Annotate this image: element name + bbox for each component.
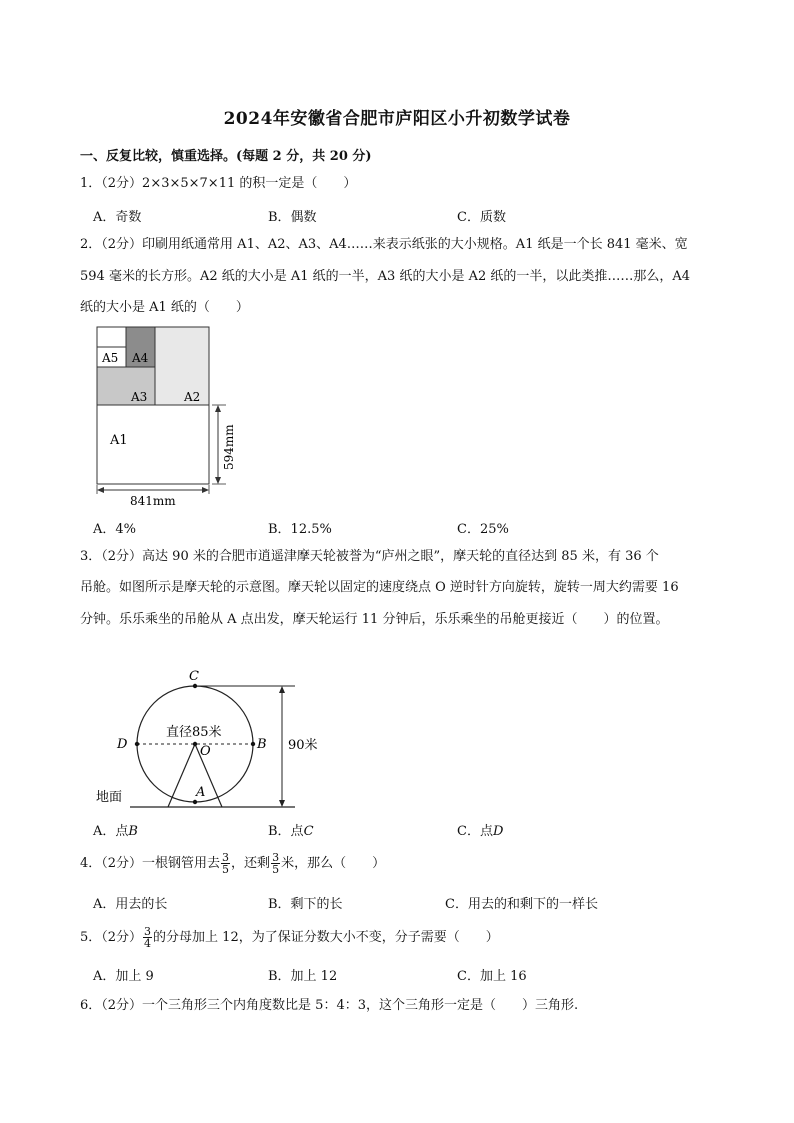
a2-region	[155, 327, 209, 405]
label-a3: A3	[131, 390, 148, 404]
q5-prefix: 5．（2分）	[80, 930, 143, 945]
question-2-line-2: 594 毫米的长方形。A2 纸的大小是 A1 纸的一半，A3 纸的大小是 A2 纸的一半，以此类推……那么，A4	[80, 269, 691, 284]
question-3-option-b[interactable]	[268, 820, 314, 839]
question-4-stem	[80, 852, 385, 875]
label-o: O	[200, 744, 211, 759]
question-6-stem: 6．（2分）一个三角形三个内角度数比是 5：4：3，这个三角形一定是（ ）三角形.	[80, 998, 579, 1013]
fraction-three-quarters: $\frac{3}{4}$	[144, 925, 152, 950]
label-a2: A2	[184, 390, 201, 404]
page-title: 2024年安徽省合肥市庐阳区小升初数学试卷	[223, 109, 571, 129]
question-1-option-a[interactable]: A．奇数	[93, 210, 142, 225]
option-point: B	[128, 824, 138, 839]
a6-region	[97, 327, 126, 347]
question-4-option-c[interactable]: C．用去的和剩下的一样长	[445, 897, 598, 912]
question-2-option-a[interactable]: A．4%	[93, 522, 137, 537]
option-prefix: B．点	[268, 824, 304, 839]
height-label: 594mm	[222, 424, 236, 470]
point-a-dot	[193, 800, 197, 804]
point-d-dot	[135, 742, 139, 746]
label-c: C	[189, 669, 199, 684]
ground-label: 地面	[96, 790, 123, 805]
option-point: D	[492, 824, 504, 839]
paper-size-diagram	[90, 322, 250, 512]
support-left	[168, 744, 195, 807]
option-prefix: A．点	[93, 824, 129, 839]
ferris-wheel-diagram	[90, 660, 340, 815]
question-5-stem	[80, 926, 499, 949]
question-3-line-3: 分钟。乐乐乘坐的吊舱从 A 点出发，摩天轮运行 11 分钟后，乐乐乘坐的吊舱更接近（ ）的位置。	[80, 612, 669, 627]
question-2-line-1: 2．（2分）印刷用纸通常用 A1、A2、A3、A4……来表示纸张的大小规格。A1 纸是一个长 841 毫米、宽	[80, 237, 688, 252]
option-point: C	[303, 824, 314, 839]
label-a1: A1	[110, 433, 128, 448]
question-2-line-3: 纸的大小是 A1 纸的（ ）	[80, 300, 249, 315]
option-prefix: C．点	[457, 824, 493, 839]
point-b-dot	[251, 742, 255, 746]
label-d: D	[117, 737, 128, 752]
q4-suffix: 米，那么（ ）	[281, 856, 386, 871]
question-5-option-b[interactable]: B．加上 12	[268, 969, 338, 984]
question-3-line-1: 3．（2分）高达 90 米的合肥市逍遥津摩天轮被誉为“庐州之眼”，摩天轮的直径达到 85 米，有 36 个	[80, 549, 659, 564]
label-a: A	[196, 785, 206, 800]
question-5-option-c[interactable]: C．加上 16	[457, 969, 527, 984]
question-1-option-c[interactable]: C．质数	[457, 210, 506, 225]
diameter-label: 直径85米	[166, 725, 222, 740]
question-4-option-a[interactable]: A．用去的长	[93, 897, 168, 912]
question-2-option-b[interactable]: B．12.5%	[268, 522, 332, 537]
q4-prefix: 4．（2分）一根钢管用去	[80, 856, 221, 871]
question-3-line-2: 吊舱。如图所示是摩天轮的示意图。摩天轮以固定的速度绕点 O 逆时针方向旋转，旋转一周大约需要 16	[80, 580, 679, 595]
question-5-option-a[interactable]: A．加上 9	[93, 969, 154, 984]
section-heading: 一、反复比较，慎重选择。(每题 2 分，共 20 分)	[80, 149, 372, 164]
question-4-option-b[interactable]: B．剩下的长	[268, 897, 343, 912]
question-1-stem: 1．（2分）2×3×5×7×11 的积一定是（ ）	[80, 176, 357, 191]
label-a4: A4	[132, 351, 149, 365]
q4-middle: ，还剩	[231, 856, 271, 871]
fraction-three-fifths-meters: $\frac{3}{5}$	[272, 851, 280, 876]
question-2-option-c[interactable]: C．25%	[457, 522, 509, 537]
q5-suffix: 的分母加上 12，为了保证分数大小不变，分子需要（ ）	[153, 930, 499, 945]
label-a5: A5	[102, 351, 119, 365]
point-o-dot	[193, 742, 197, 746]
width-label: 841mm	[130, 494, 176, 508]
question-1-option-b[interactable]: B．偶数	[268, 210, 317, 225]
point-c-dot	[193, 684, 197, 688]
question-3-option-c[interactable]	[457, 820, 503, 839]
label-b: B	[257, 737, 267, 752]
fraction-three-fifths: $\frac{3}{5}$	[222, 851, 230, 876]
height-label: 90米	[288, 738, 318, 753]
question-3-option-a[interactable]	[93, 820, 138, 839]
